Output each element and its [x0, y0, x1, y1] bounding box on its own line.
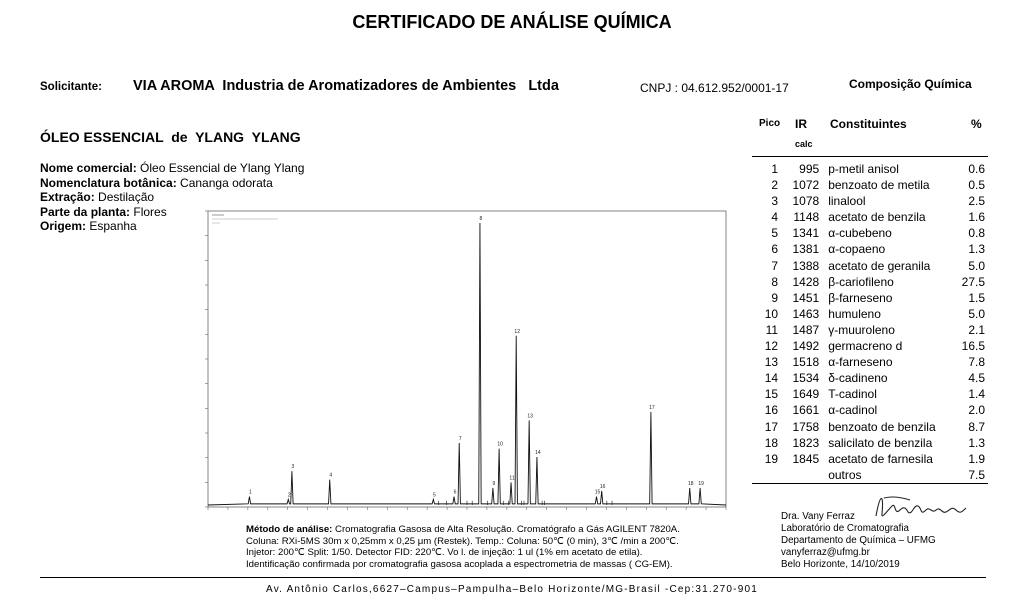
- composition-row: [752, 306, 988, 322]
- composition-row: [752, 209, 988, 225]
- method-line-4: Identificação confirmada por cromatografia gasosa acoplada a espectrometria de massas ( CG-EM).: [246, 558, 673, 570]
- cell-pct: 7.8: [968, 355, 985, 370]
- cell-pct: 1.5: [968, 290, 985, 305]
- cell-ir: 1518: [792, 355, 820, 370]
- cell-ir: 1492: [792, 339, 820, 354]
- requester-company: VIA AROMA Industria de Aromatizadores de Ambientes Ltda: [133, 78, 559, 94]
- composition-row: [752, 258, 988, 274]
- cell-name: linalool: [828, 194, 866, 209]
- field-botanical-name: Nomenclatura botânica: Cananga odorata: [40, 175, 273, 190]
- cell-pico: 2: [771, 178, 779, 193]
- field-extraction: Extração: Destilação: [40, 190, 155, 205]
- cell-name: acetato de geranila: [828, 258, 931, 273]
- cell-name: acetato de farnesila: [828, 451, 933, 466]
- cell-ir: 1451: [792, 290, 820, 305]
- peak-label: 15: [594, 489, 601, 496]
- cell-pico: 5: [771, 226, 779, 241]
- peak-label: 18: [687, 481, 694, 488]
- signer-email: vanyferraz@ufmg.br: [781, 547, 870, 558]
- cell-pct: 1.4: [968, 387, 985, 402]
- cell-pico: 16: [764, 403, 779, 418]
- peak-label: 16: [599, 483, 606, 490]
- peak-label: 2: [287, 492, 291, 499]
- peak-label: 13: [527, 413, 533, 420]
- cell-ir: 1758: [792, 419, 820, 434]
- chromatogram-trace: [208, 223, 726, 505]
- document-title: CERTIFICADO DE ANÁLISE QUÍMICA: [352, 12, 672, 32]
- cell-pct: 0.6: [968, 162, 985, 176]
- peak-label: 9: [492, 481, 496, 488]
- composition-row: [752, 225, 988, 241]
- composition-row: [752, 370, 988, 386]
- header-percent: %: [971, 117, 982, 131]
- cell-ir: 1661: [792, 403, 820, 418]
- composition-row: [752, 274, 988, 290]
- cell-pct: 2.1: [968, 322, 985, 337]
- cell-pico: 14: [764, 371, 779, 386]
- cell-ir: 1463: [792, 306, 820, 321]
- composition-row: [752, 177, 988, 193]
- header-ir: IR: [795, 117, 807, 131]
- method-line-3: Injetor: 200℃ Split: 1/50. Detector FID: 220℃. Vo l. de injeção: 1 ul (1% em acetato de etila).: [246, 547, 643, 559]
- composition-row: [752, 322, 988, 338]
- peak-label: 8: [479, 216, 483, 222]
- cell-pct: 7.5: [968, 467, 985, 482]
- composition-row: [752, 435, 988, 451]
- cell-name: acetato de benzila: [828, 210, 926, 225]
- composition-title: Composição Química: [849, 77, 972, 91]
- cell-pico: 4: [771, 210, 779, 225]
- field-origin: Origem: Espanha: [40, 219, 137, 234]
- cell-name: benzoato de benzila: [828, 419, 936, 434]
- peak-label: 1: [249, 489, 252, 496]
- composition-table: [752, 161, 988, 484]
- requester-cnpj: CNPJ : 04.612.952/0001-17: [640, 81, 789, 95]
- peak-label: 7: [458, 435, 462, 442]
- cell-pico: 9: [771, 290, 779, 305]
- cell-pct: 1.6: [968, 210, 985, 225]
- footer-address: Av. Antônio Carlos,6627–Campus–Pampulha–Belo Horizonte/MG-Brasil -Cep:31.270-901: [266, 584, 758, 595]
- cell-name: humuleno: [828, 306, 881, 321]
- cell-name: outros: [828, 467, 862, 482]
- cell-name: β-farneseno: [828, 290, 893, 305]
- cell-pico: [752, 467, 784, 484]
- requester-label: Solicitante:: [40, 81, 102, 93]
- field-plant-part: Parte da planta: Flores: [40, 204, 167, 219]
- cell-ir: 1148: [793, 210, 820, 225]
- signer-city-date: Belo Horizonte, 14/10/2019: [781, 559, 900, 570]
- method-line-1: Método de análise: Cromatografia Gasosa de Alta Resolução. Cromatógrafo a Gás AGILENT 7820A.: [246, 524, 680, 535]
- header-pico: Pico: [759, 118, 781, 129]
- cell-ir: 1072: [792, 178, 820, 193]
- composition-row: [752, 290, 988, 306]
- cell-pico: 8: [771, 274, 779, 289]
- cell-pico: 19: [764, 451, 779, 466]
- cell-pct: 1.3: [968, 435, 985, 450]
- composition-row: [752, 338, 988, 354]
- cell-pct: 2.0: [968, 403, 985, 418]
- cell-pct: 1.3: [968, 242, 985, 257]
- composition-row: [752, 402, 988, 418]
- signer-name: Dra. Vany Ferraz: [781, 511, 855, 522]
- peak-label: 3: [291, 464, 295, 471]
- cell-pico: 1: [771, 162, 779, 176]
- peak-label: 14: [535, 450, 541, 457]
- cell-ir: 1823: [792, 435, 820, 450]
- peak-label: 5: [432, 492, 436, 499]
- cell-pct: 16.5: [961, 339, 985, 354]
- composition-table-wrap: [752, 112, 988, 484]
- chromatogram: [186, 203, 736, 521]
- cell-name: benzoato de metila: [828, 178, 930, 193]
- cell-ir: 1534: [792, 371, 820, 386]
- cell-pct: 4.5: [968, 371, 985, 386]
- signer-dept: Departamento de Química – UFMG: [781, 535, 936, 546]
- cell-pico: 17: [764, 419, 779, 434]
- cell-ir: 1487: [792, 322, 820, 337]
- cell-ir: 1428: [792, 274, 820, 289]
- peak-label: 19: [698, 481, 704, 488]
- cell-name: germacreno d: [828, 339, 903, 354]
- composition-row: [752, 193, 988, 209]
- product-name: ÓLEO ESSENCIAL de YLANG YLANG: [40, 129, 301, 145]
- peak-label: 17: [649, 404, 655, 411]
- signature-block: [781, 511, 936, 571]
- chromatogram-svg: [186, 203, 736, 521]
- cell-pct: 1.9: [968, 451, 985, 466]
- cell-pico: 6: [771, 242, 779, 257]
- cell-pico: 15: [764, 387, 779, 402]
- cell-pico: 10: [764, 306, 779, 321]
- cell-pico: 12: [764, 339, 779, 354]
- cell-ir: 995: [799, 162, 820, 176]
- composition-row: [752, 386, 988, 402]
- cell-ir: 1388: [792, 258, 820, 273]
- composition-row: [752, 467, 988, 484]
- peak-label: 4: [329, 472, 333, 479]
- composition-row: [752, 451, 988, 467]
- cell-name: salicilato de benzila: [828, 435, 933, 450]
- cell-ir: 1649: [792, 387, 820, 402]
- cell-pct: 0.5: [968, 178, 985, 193]
- cell-pico: 11: [765, 322, 779, 337]
- cell-ir: 1381: [792, 242, 820, 257]
- cell-name: α-farneseno: [828, 355, 893, 370]
- cell-name: δ-cadineno: [828, 371, 888, 386]
- header-ir-sub: calc: [795, 139, 813, 149]
- cell-name: p-metil anisol: [828, 162, 899, 176]
- cell-ir: 1845: [792, 451, 820, 466]
- cell-pico: 7: [771, 258, 779, 273]
- cell-ir: 1078: [792, 194, 820, 209]
- cell-name: α-cubebeno: [828, 226, 892, 241]
- field-commercial-name: Nome comercial: Óleo Essencial de Ylang Ylang: [40, 161, 305, 175]
- plot-frame: [208, 211, 726, 507]
- cell-pct: 2.5: [968, 194, 985, 209]
- cell-ir: [784, 467, 825, 484]
- peak-label: 12: [514, 328, 520, 335]
- method-block: [246, 524, 746, 570]
- cell-pct: 8.7: [968, 419, 985, 434]
- cell-pico: 3: [771, 194, 779, 209]
- cell-name: γ-muuroleno: [828, 322, 895, 337]
- cell-pico: 18: [764, 435, 779, 450]
- cell-pct: 5.0: [968, 306, 985, 321]
- composition-row: [752, 419, 988, 435]
- cell-name: α-copaeno: [828, 242, 886, 257]
- footer-rule: [40, 577, 986, 578]
- composition-row: [752, 354, 988, 370]
- peak-label: 6: [453, 489, 457, 496]
- cell-name: β-cariofileno: [828, 274, 894, 289]
- cell-ir: 1341: [792, 226, 820, 241]
- cell-pct: 5.0: [968, 258, 985, 273]
- cell-name: α-cadinol: [828, 403, 878, 418]
- cell-name: T-cadinol: [828, 387, 877, 402]
- composition-header: [752, 112, 988, 157]
- cell-pico: 13: [764, 355, 779, 370]
- method-line-2: Coluna: RXi-5MS 30m x 0,25mm x 0,25 μm (Restek). Temp.: Coluna: 50℃ (0 min), 3℃ /min a 200℃.: [246, 535, 679, 547]
- cell-pct: 27.5: [961, 274, 985, 289]
- composition-row: [752, 241, 988, 257]
- header-constituents: Constituintes: [830, 117, 907, 131]
- peak-label: 10: [497, 441, 503, 448]
- signer-lab: Laboratório de Cromatografia: [781, 523, 909, 534]
- cell-pct: 0.8: [968, 226, 985, 241]
- composition-row: [752, 161, 988, 177]
- peak-label: 11: [509, 475, 515, 482]
